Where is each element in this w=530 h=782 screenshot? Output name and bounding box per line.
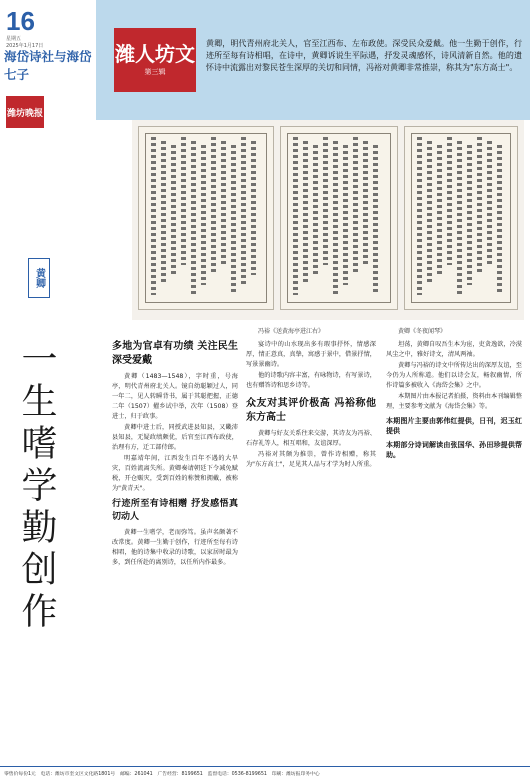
calligraphy-column (353, 137, 358, 275)
calligraphy-column (211, 137, 216, 275)
calligraphy-column (181, 137, 186, 265)
footer-divider (0, 766, 530, 767)
paragraph: 坦荡，黄卿自叹吾生本为宦，吏贪逸欲，冷漠风尘之中，雅好诗文，清风两袖。 (386, 341, 522, 358)
calligraphy-column (231, 145, 236, 295)
article-column-1 (112, 340, 238, 569)
left-rail (0, 0, 96, 772)
calligraphy-column (373, 145, 378, 295)
calligraphy-column (161, 141, 166, 285)
manuscript-image-left (138, 126, 274, 310)
calligraphy-column (333, 141, 338, 295)
calligraphy-column (343, 145, 348, 285)
manuscript-image-middle (280, 126, 398, 310)
figure-area (132, 120, 524, 320)
paper-logo: 潍坊晚报 (6, 96, 44, 128)
calligraphy-column (191, 141, 196, 295)
column-logo-text: 潍人坊文 (115, 42, 195, 66)
paragraph: 本期图片由本报记者拍摄，资料由本刊编辑整理，主要参考文献为《海岱会集》等。 (386, 393, 522, 410)
calligraphy-column (417, 137, 422, 295)
lead-paragraph: 黄卿，明代青州府北关人，官至江西布、左布政使。深受民众爱戴。他一生勤于创作，行迹所至每有诗相唱，在诗中，黄卿诉说生平际遇，抒发灵魂感怀，诗风清新自然。他的遗怀诗中流露出对黎民苍生深厚的关切和同情，冯裕对黄卿非常推崇，称其为"东方高士"。 (206, 39, 522, 72)
date: 2025年1月17日 (6, 43, 44, 49)
calligraphy-column (427, 141, 432, 285)
paragraph: 冯裕对其颇为推崇，曾作诗相赠，称其为"东方高士"，足见其人品与才学为时人所重。 (246, 451, 376, 468)
column-logo-sub: 第三辑 (144, 68, 166, 76)
paragraph: 黄卿（1483—1548），字时重，号海亭，明代青州府北关人。镜自幼聪颖过人，同一年二，见人转瞬背书，属于其聪把握，正德二年（1507）擢乡试中举，次年（1508）登进士，归于政事。 (112, 373, 238, 420)
page-number: 16 (6, 6, 35, 36)
calligraphy-column (251, 141, 256, 275)
article-column-2 (246, 340, 376, 471)
calligraphy-column (437, 145, 442, 275)
paragraph: 他的诗歌内容丰富，有咏物诗，有写景诗，也有赠答诗和思乡诗等。 (246, 372, 376, 389)
calligraphy-column (457, 141, 462, 295)
paragraph: 宴诗中的山水现出多有瑕事抒怀，情感深厚，情正意真，真挚，寓感于景中，借景抒情，写景景幽诗。 (246, 341, 376, 368)
calligraphy-column (323, 137, 328, 265)
vertical-headline: 一生嗜学勤创作 (16, 340, 57, 634)
calligraphy-column (303, 141, 308, 285)
caption-left: 冯裕《送黄海亭进江右》 (258, 328, 325, 335)
calligraphy-column (171, 145, 176, 275)
calligraphy-column (467, 145, 472, 285)
section-heading-2: 行迹所至有诗相赠 抒发感悟真切动人 (112, 499, 238, 522)
calligraphy-column (201, 145, 206, 285)
calligraphy-column (241, 137, 246, 285)
paragraph: 明嘉靖年间，江西发生百年不遇的大旱灾，百姓流离失所。黄卿奏请朝廷下令减免赋税，开仓赈灾，受到百姓的称赞和拥戴，被称为"黄青天"。 (112, 455, 238, 492)
paragraph: 黄卿中进士后，同授武进县知县，又畿沛县知县，无疑政绩颇优，后官至江西布政使，治理有方，迁工部侍郎。 (112, 424, 238, 451)
calligraphy-column (151, 137, 156, 295)
calligraphy-column (221, 141, 226, 265)
calligraphy-column (477, 137, 482, 275)
calligraphy-column (363, 141, 368, 265)
poem-credit: 本期部分诗词解读由张国华、孙田珍提供帮助。 (386, 441, 522, 459)
series-title: 海岱诗社与海岱七子 (4, 49, 92, 82)
paragraph: 黄卿与好友关系往来交游，其诗友为冯裕、石存礼等人，相互唱和，友谊深厚。 (246, 430, 376, 447)
author-tag: 黄卿 (28, 258, 50, 298)
calligraphy-column (487, 141, 492, 265)
column-logo (114, 28, 196, 92)
calligraphy-column (497, 145, 502, 295)
caption-right: 黄卿《冬夜闻琴》 (398, 328, 447, 335)
article-column-3 (386, 340, 522, 461)
section-heading-1: 多地为官卓有功绩 关注民生深受爱戴 (112, 341, 238, 366)
calligraphy-column (447, 137, 452, 265)
footer: 零售价每份1元 电话：潍坊市奎文区文化路1801号 邮编：261041 广告经营：8199651 监督电话：0536-8199651 印刷：潍坊报印务中心 (4, 772, 320, 777)
paragraph: 黄卿一生嗜学，老而弥笃。虽声名颇著不改常度。黄卿一生勤于创作，行迹所至每有诗相唱，他的诗集中收录的诗歌，以家居时最为多，到任所赴的离别诗，以任所内作最多。 (112, 529, 238, 566)
calligraphy-column (293, 137, 298, 295)
calligraphy-column (313, 145, 318, 275)
weekday: 星期五 (6, 36, 22, 42)
photo-credit: 本期图片主要由郭伟红提供，日刊，迟玉红提供 (386, 417, 522, 435)
paragraph: 黄卿与冯裕的诗文中所传达出的深厚友谊，至今仍为人所称道。他们以诗会友，畅叙幽情，所作诗篇多被收入《海岱会集》之中。 (386, 362, 522, 389)
manuscript-image-right (404, 126, 518, 310)
section-heading-3: 众友对其评价极高 冯裕称他东方高士 (246, 398, 376, 423)
